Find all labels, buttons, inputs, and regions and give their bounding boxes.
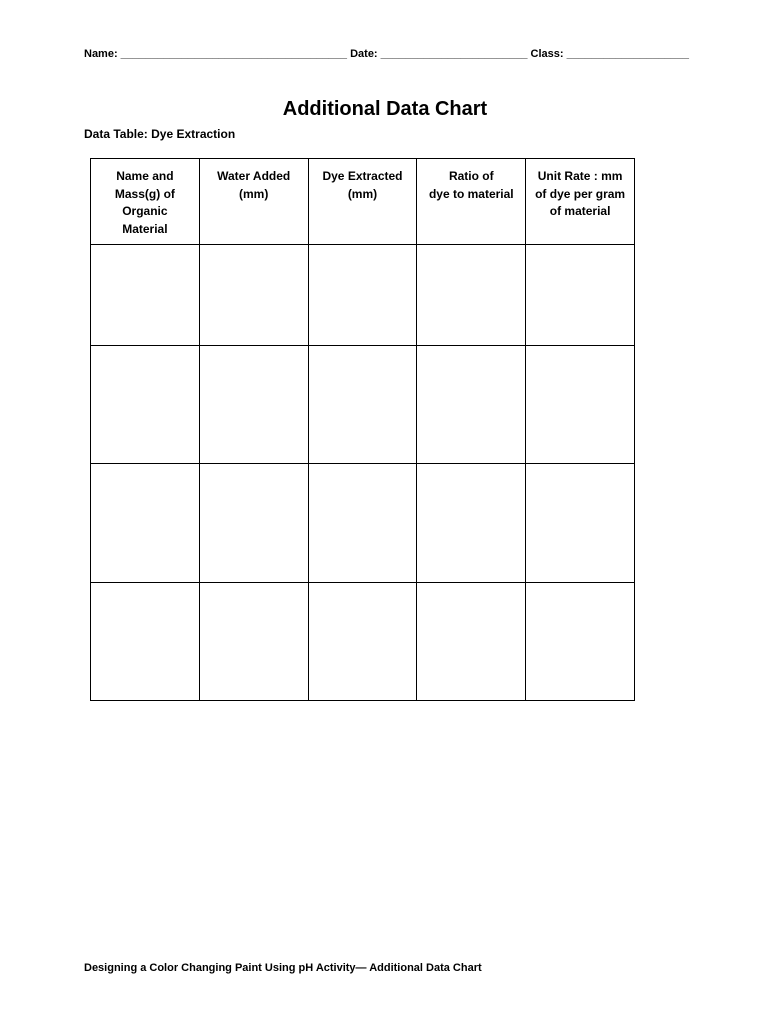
table-row	[91, 346, 635, 464]
table-cell[interactable]	[308, 346, 417, 464]
table-cell[interactable]	[526, 245, 635, 346]
page-title: Additional Data Chart	[282, 98, 488, 120]
table-cell[interactable]	[199, 583, 308, 701]
table-cell[interactable]	[417, 464, 526, 583]
table-row	[91, 464, 635, 583]
table-cell[interactable]	[417, 583, 526, 701]
column-header-water-added: Water Added (mm)	[199, 159, 308, 245]
table-cell[interactable]	[526, 464, 635, 583]
table-cell[interactable]	[91, 346, 200, 464]
student-info-line: Name: _____________________________________ Date: ________________________ Class: ____________________	[84, 48, 689, 60]
table-cell[interactable]	[308, 245, 417, 346]
table-cell[interactable]	[199, 245, 308, 346]
column-header-ratio: Ratio of dye to material	[417, 159, 526, 245]
table-cell[interactable]	[91, 464, 200, 583]
table-row	[91, 245, 635, 346]
table-cell[interactable]	[308, 583, 417, 701]
page-footer: Designing a Color Changing Paint Using pH Activity— Additional Data Chart	[84, 962, 482, 974]
column-header-unit-rate: Unit Rate : mm of dye per gram of material	[526, 159, 635, 245]
table-cell[interactable]	[91, 245, 200, 346]
table-caption: Data Table: Dye Extraction	[84, 127, 236, 141]
table-header-row	[91, 159, 635, 245]
dye-extraction-table	[90, 158, 635, 701]
table-cell[interactable]	[417, 346, 526, 464]
table-cell[interactable]	[91, 583, 200, 701]
table-cell[interactable]	[199, 464, 308, 583]
table-cell[interactable]	[308, 464, 417, 583]
table-cell[interactable]	[199, 346, 308, 464]
column-header-dye-extracted: Dye Extracted (mm)	[308, 159, 417, 245]
table-cell[interactable]	[417, 245, 526, 346]
table-cell[interactable]	[526, 346, 635, 464]
table-row	[91, 583, 635, 701]
column-header-name-mass: Name and Mass(g) of Organic Material	[91, 159, 200, 245]
table-cell[interactable]	[526, 583, 635, 701]
